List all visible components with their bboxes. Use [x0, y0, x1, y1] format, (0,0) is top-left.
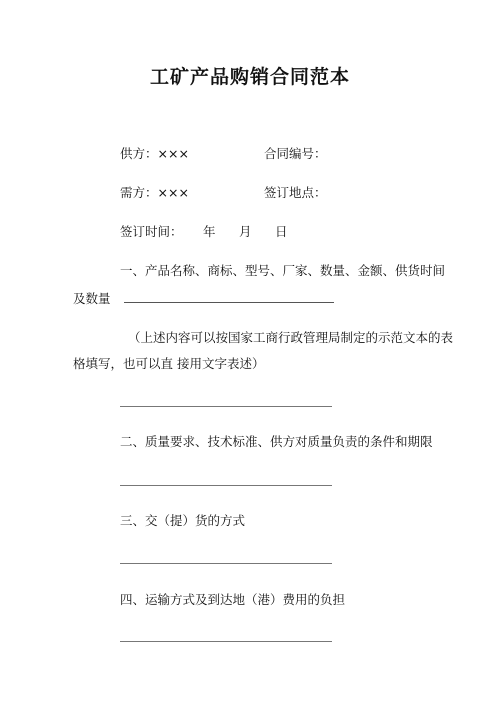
document-title: 工矿产品购销合同范本: [149, 66, 350, 88]
day-label: 日: [275, 224, 288, 239]
section-2-fill-line: [120, 485, 332, 486]
section-1-note-line-1: （上述内容可以按国家工商行政管理局制定的示范文本的表: [128, 330, 454, 345]
month-label: 月: [239, 224, 252, 239]
section-1-quantity-label: 及数量: [73, 291, 111, 306]
sign-time-label: 签订时间：: [120, 224, 183, 239]
section-1-note-line-2: 格填写，也可以直 接用文字表述）: [73, 356, 265, 371]
quantity-fill-line: [124, 290, 334, 303]
section-4-heading: 四、运输方式及到达地（港）费用的负担: [120, 592, 346, 607]
section-4-fill-line: [120, 641, 332, 642]
section-3-heading: 三、交（提）货的方式: [120, 513, 246, 528]
section-1-heading: 一、产品名称、商标、型号、厂家、数量、金额、供货时间: [120, 263, 446, 278]
section-3-fill-line: [120, 563, 332, 564]
section-2-heading: 二、质量要求、技术标准、供方对质量负责的条件和期限: [120, 434, 433, 449]
section-1-fill-line: [120, 406, 332, 407]
year-label: 年: [203, 224, 216, 239]
contract-no-label: 合同编号：: [264, 146, 327, 161]
sign-place-label: 签订地点：: [264, 185, 327, 200]
buyer-label: 需方：×××: [120, 185, 189, 200]
supplier-label: 供方：×××: [120, 146, 189, 161]
section-1-continuation: [73, 290, 334, 307]
